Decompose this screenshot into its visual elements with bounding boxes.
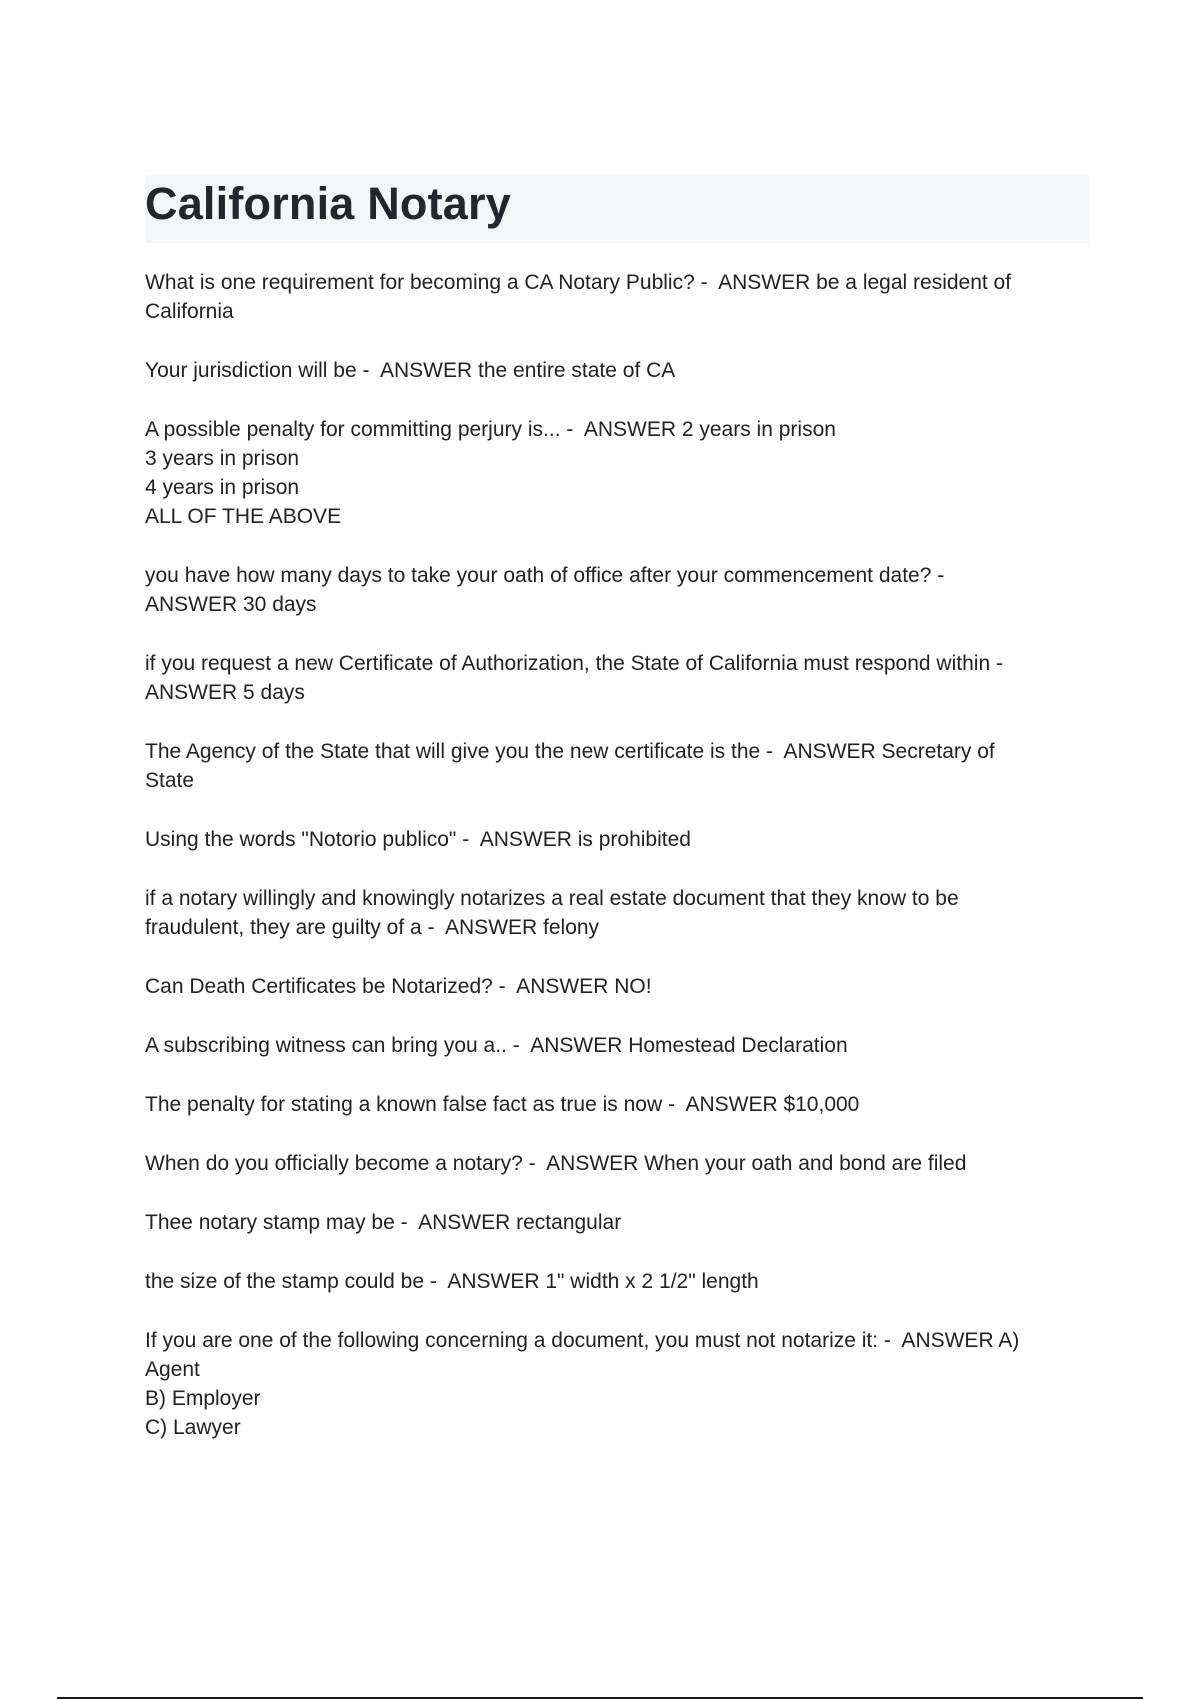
qa-text-line: ANSWER 5 days: [145, 681, 305, 704]
qa-item: [145, 561, 1085, 619]
qa-text-line: B) Employer: [145, 1387, 261, 1410]
qa-text-line: if a notary willingly and knowingly notarizes a real estate document that they know to be: [145, 887, 959, 910]
qa-text-line: The Agency of the State that will give you the new certificate is the - ANSWER Secretary of: [145, 740, 995, 763]
page-title: California Notary: [145, 178, 511, 229]
footer-divider: [57, 1697, 1143, 1699]
qa-list: [145, 268, 1085, 1472]
qa-item: [145, 1326, 1085, 1442]
qa-text-line: California: [145, 300, 234, 323]
qa-text-line: Thee notary stamp may be - ANSWER rectangular: [145, 1211, 622, 1234]
qa-text-line: Can Death Certificates be Notarized? - ANSWER NO!: [145, 975, 652, 998]
qa-text-line: 4 years in prison: [145, 476, 300, 499]
qa-text-line: the size of the stamp could be - ANSWER 1" width x 2 1/2" length: [145, 1270, 759, 1293]
qa-text-line: If you are one of the following concerning a document, you must not notarize it: - ANSWER A): [145, 1329, 1020, 1352]
qa-item: [145, 1267, 1085, 1296]
qa-item: [145, 356, 1085, 385]
qa-text-line: Your jurisdiction will be - ANSWER the entire state of CA: [145, 359, 676, 382]
qa-item: [145, 415, 1085, 531]
qa-text-line: When do you officially become a notary? - ANSWER When your oath and bond are filed: [145, 1152, 967, 1175]
qa-text-line: The penalty for stating a known false fact as true is now - ANSWER $10,000: [145, 1093, 860, 1116]
qa-text-line: C) Lawyer: [145, 1416, 241, 1439]
qa-text-line: State: [145, 769, 195, 792]
qa-text-line: 3 years in prison: [145, 447, 300, 470]
qa-text-line: ALL OF THE ABOVE: [145, 505, 342, 528]
qa-item: [145, 649, 1085, 707]
qa-text-line: you have how many days to take your oath of office after your commencement date? -: [145, 564, 945, 587]
qa-text-line: if you request a new Certificate of Authorization, the State of California must respond within -: [145, 652, 1003, 675]
qa-item: [145, 268, 1085, 326]
qa-text-line: Agent: [145, 1358, 200, 1381]
qa-text-line: fraudulent, they are guilty of a - ANSWER felony: [145, 916, 600, 939]
qa-text-line: A possible penalty for committing perjury is... - ANSWER 2 years in prison: [145, 418, 836, 441]
qa-item: [145, 1031, 1085, 1060]
qa-text-line: Using the words "Notorio publico" - ANSWER is prohibited: [145, 828, 691, 851]
qa-text-line: A subscribing witness can bring you a.. - ANSWER Homestead Declaration: [145, 1034, 848, 1057]
qa-item: [145, 825, 1085, 854]
qa-item: [145, 1208, 1085, 1237]
qa-text-line: ANSWER 30 days: [145, 593, 317, 616]
qa-item: [145, 972, 1085, 1001]
qa-text-line: What is one requirement for becoming a CA Notary Public? - ANSWER be a legal resident of: [145, 271, 1012, 294]
qa-item: [145, 1090, 1085, 1119]
qa-item: [145, 737, 1085, 795]
qa-item: [145, 884, 1085, 942]
qa-item: [145, 1149, 1085, 1178]
